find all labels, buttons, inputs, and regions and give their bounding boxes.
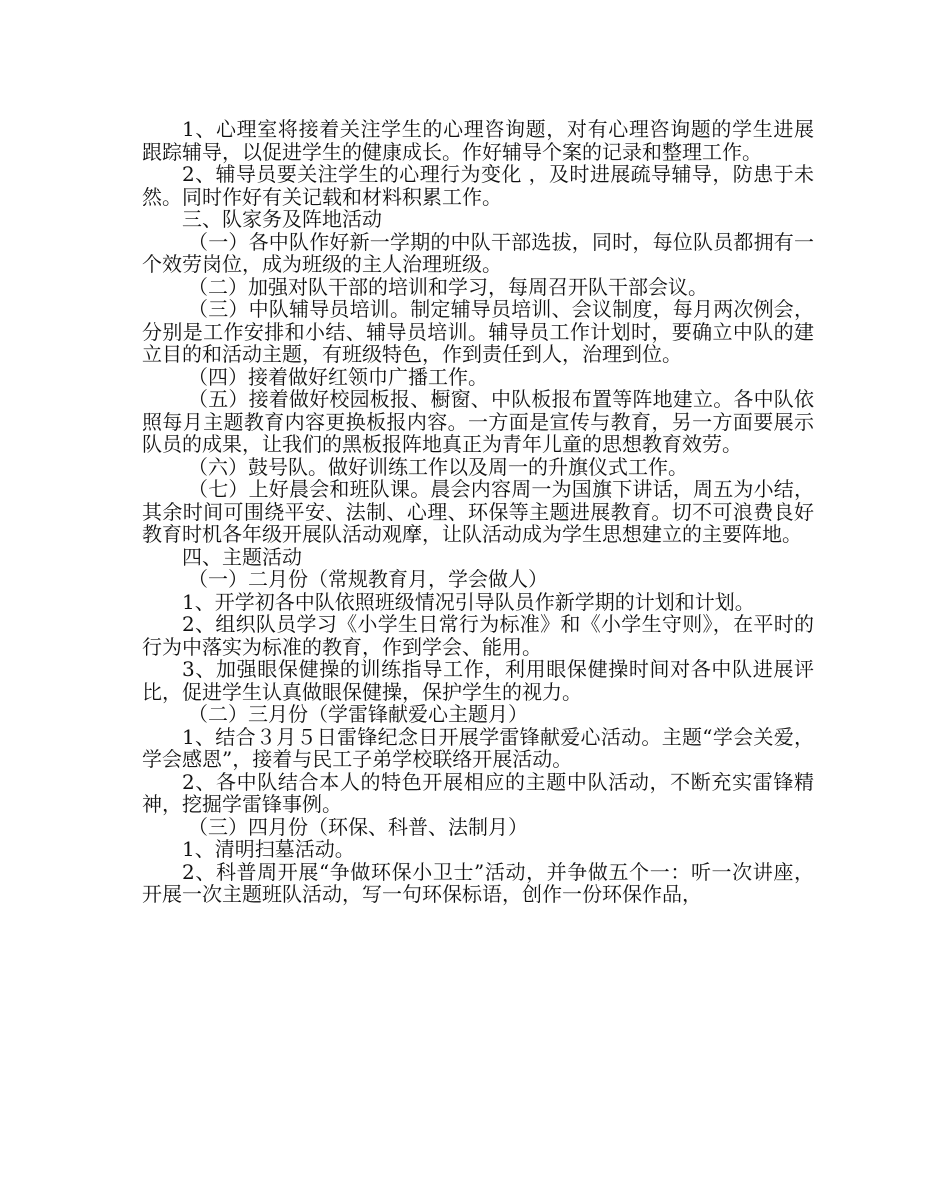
subsection-heading: （一）二月份（常规教育月，学会做人） (188, 567, 548, 591)
paragraph: 1、开学初各中队依照班级情况引导队员作新学期的计划和计划。 (182, 589, 755, 614)
section-heading: 四、主题活动 (182, 544, 302, 569)
paragraph: （五）接着做好校园板报、橱窗、中队板报布置等阵地建立。各中队依照每月主题教育内容更换板报内容。一方面是宣传与教育，另一方面要展示队员的成果，让我们的黑板报阵地真正为青年儿童的思想教育效劳。 (142, 387, 814, 456)
section-heading: 三、队家务及阵地活动 (182, 207, 382, 231)
paragraph: 1、结合３月５日雷锋纪念日开展学雷锋献爱心活动。主题“学会关爱，学会感恩”，接着与民工子弟学校联络开展活动。 (142, 724, 814, 771)
paragraph: 1、心理室将接着关注学生的心理咨询题，对有心理咨询题的学生进展跟踪辅导，以促进学生的健康成长。作好辅导个案的记录和整理工作。 (142, 117, 814, 164)
paragraph: （六）鼓号队。做好训练工作以及周一的升旗仪式工作。 (188, 454, 688, 479)
subsection-heading: （二）三月份（学雷锋献爱心主题月） (188, 702, 528, 726)
paragraph: 2、辅导员要关注学生的心理行为变化 ，及时进展疏导辅导，防患于未然。同时作好有关记载和材料积累工作。 (142, 162, 814, 209)
paragraph: 2、科普周开展“争做环保小卫士”活动，并争做五个一：听一次讲座，开展一次主题班队活动，写一句环保标语，创作一份环保作品， (142, 859, 814, 906)
paragraph: （七）上好晨会和班队课。晨会内容周一为国旗下讲话，周五为小结，其余时间可围绕平安、法制、心理、环保等主题进展教育。切不可浪费良好教育时机各年级开展队活动观摩，让队活动成为学生思想建立的主要阵地。 (142, 477, 814, 546)
document-body (142, 118, 814, 906)
paragraph: 1、清明扫墓活动。 (182, 837, 355, 861)
paragraph: 3、加强眼保健操的训练指导工作，利用眼保健操时间对各中队进展评比，促进学生认真做眼保健操，保护学生的视力。 (142, 657, 814, 704)
paragraph: （一）各中队作好新一学期的中队干部选拔，同时，每位队员都拥有一个效劳岗位，成为班级的主人治理班级。 (142, 229, 814, 276)
paragraph: 2、各中队结合本人的特色开展相应的主题中队活动，不断充实雷锋精神，挖掘学雷锋事例。 (142, 769, 814, 816)
subsection-heading: （三）四月份（环保、科普、法制月） (188, 814, 528, 839)
paragraph: （三）中队辅导员培训。制定辅导员培训、会议制度，每月两次例会，分别是工作安排和小结、辅导员培训。辅导员工作计划时，要确立中队的建立目的和活动主题，有班级特色，作到责任到人，治理到位。 (142, 297, 814, 366)
paragraph: （二）加强对队干部的培训和学习，每周召开队干部会议。 (188, 274, 708, 299)
paragraph: 2、组织队员学习《小学生日常行为标准》和《小学生守则》，在平时的行为中落实为标准的教育，作到学会、能用。 (142, 612, 814, 659)
paragraph: （四）接着做好红领巾广播工作。 (188, 364, 488, 389)
